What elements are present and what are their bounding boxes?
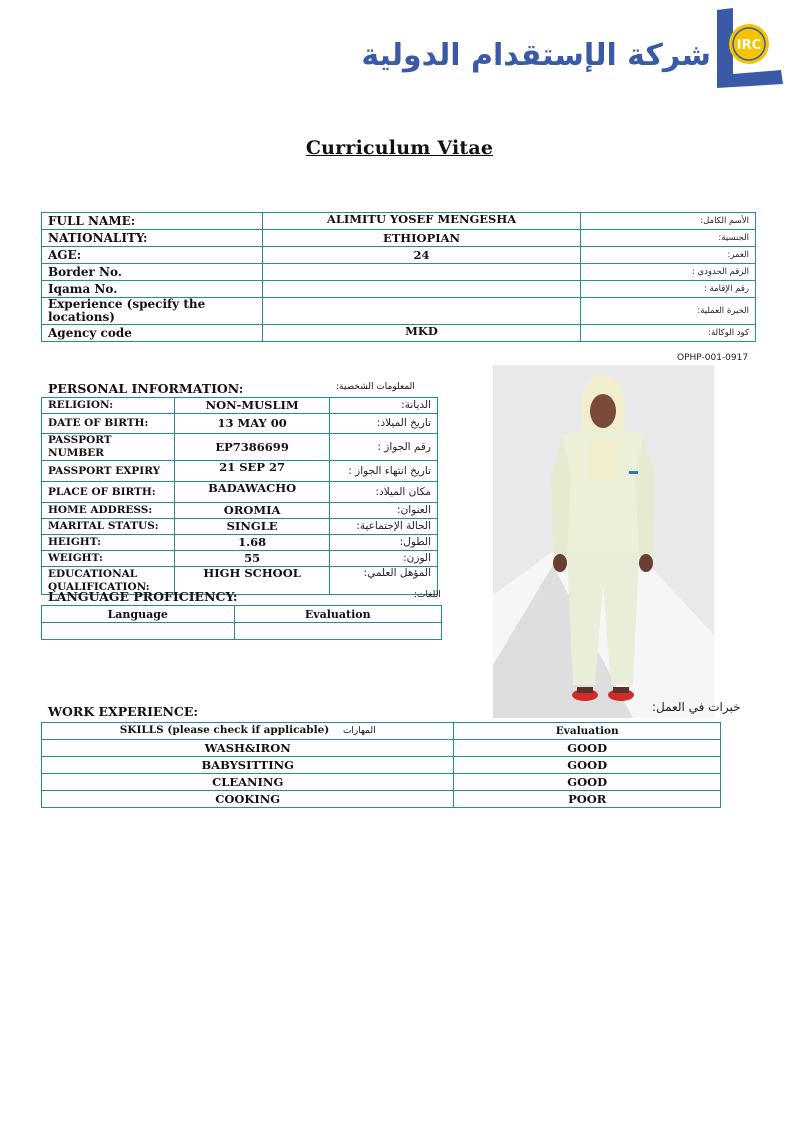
field-label-arabic: العمر: [581,247,756,264]
field-label-arabic: المؤهل العلمي: [330,567,438,595]
personal-info-heading-arabic: المعلومات الشخصية: [336,382,415,392]
field-value [262,281,581,298]
table-row [42,482,438,503]
personal-info-heading: PERSONAL INFORMATION: [48,381,244,396]
field-label-arabic: رقم الإقامة : [581,281,756,298]
field-value: 24 [262,247,581,264]
skill-evaluation: GOOD [454,774,721,791]
basic-info-table [41,212,756,342]
field-label: WEIGHT: [42,551,175,567]
field-value: 13 MAY 00 [174,414,330,434]
skill-name: BABYSITTING [42,757,454,774]
column-header-evaluation: Evaluation [234,606,441,623]
column-header-language: Language [42,606,235,623]
skill-evaluation: GOOD [454,757,721,774]
skill-evaluation: POOR [454,791,721,808]
field-label-arabic: الأسم الكامل: [581,213,756,230]
field-label: HOME ADDRESS: [42,503,175,519]
language-table [41,605,442,640]
logo-mark-text: IRC [736,38,762,53]
field-value: MKD [262,325,581,342]
table-row [42,535,438,551]
field-label: Iqama No. [42,281,263,298]
field-label-arabic: الحالة الإجتماعية: [330,519,438,535]
field-label: EDUCATIONAL QUALIFICATION: [42,567,175,595]
field-label-arabic: مكان الميلاد: [330,482,438,503]
skill-name: CLEANING [42,774,454,791]
document-code: OPHP-001-0917 [677,353,749,363]
field-value: OROMIA [174,503,330,519]
field-value [262,298,581,325]
personal-info-table [41,397,438,595]
skills-table [41,722,721,808]
field-label: Experience (specify the locations) [42,298,263,325]
field-value: EP7386699 [174,434,330,461]
table-row [42,757,721,774]
work-experience-heading: WORK EXPERIENCE: [48,704,198,719]
photo-caption-arabic: خبرات في العمل: [652,700,741,714]
skills-header-label: SKILLS (please check if applicable) [119,724,330,736]
field-label-arabic: الوزن: [330,551,438,567]
language-cell [42,623,235,640]
field-label: PLACE OF BIRTH: [42,482,175,503]
table-row [42,791,721,808]
table-row [42,247,756,264]
table-row [42,264,756,281]
table-row [42,398,438,414]
field-label-arabic: تاريخ انتهاء الجواز : [330,461,438,482]
company-logo [361,8,783,88]
column-header-evaluation: Evaluation [454,723,721,740]
table-row [42,623,442,640]
field-label: Border No. [42,264,263,281]
field-label: FULL NAME: [42,213,263,230]
field-label-arabic: الخبرة العملية: [581,298,756,325]
field-label-arabic: كود الوكالة: [581,325,756,342]
field-value: 55 [174,551,330,567]
irc-logo-mark [711,8,783,88]
field-value: HIGH SCHOOL [174,567,330,595]
field-label-arabic: الجنسية: [581,230,756,247]
candidate-photo-image [493,365,714,718]
field-label: NATIONALITY: [42,230,263,247]
field-label: AGE: [42,247,263,264]
table-row [42,213,756,230]
field-value: 21 SEP 27 [174,461,330,482]
table-row [42,774,721,791]
table-row [42,230,756,247]
table-row [42,551,438,567]
table-row [42,740,721,757]
column-header-skills [42,723,454,740]
skill-name: COOKING [42,791,454,808]
skill-evaluation: GOOD [454,740,721,757]
field-label-arabic: العنوان: [330,503,438,519]
evaluation-cell [234,623,441,640]
field-label-arabic: الديانة: [330,398,438,414]
table-row [42,325,756,342]
language-heading-arabic: اللغات: [414,590,441,600]
table-row [42,519,438,535]
table-row [42,298,756,325]
field-value: ALIMITU YOSEF MENGESHA [262,213,581,230]
field-value: ETHIOPIAN [262,230,581,247]
page-title: Curriculum Vitae [305,137,494,159]
field-label: HEIGHT: [42,535,175,551]
skill-name: WASH&IRON [42,740,454,757]
field-label: PASSPORT EXPIRY [42,461,175,482]
table-row [42,723,721,740]
table-row [42,414,438,434]
field-label: DATE OF BIRTH: [42,414,175,434]
field-value: 1.68 [174,535,330,551]
field-label-arabic: الطول: [330,535,438,551]
field-label-arabic: رقم الجواز : [330,434,438,461]
table-row [42,434,438,461]
table-row [42,461,438,482]
field-value [262,264,581,281]
company-name-arabic: شركة الإستقدام الدولية [361,38,711,73]
field-label-arabic: تاريخ الميلاد: [330,414,438,434]
field-label: RELIGION: [42,398,175,414]
field-label: PASSPORT NUMBER [42,434,175,461]
field-value: BADAWACHO [174,482,330,503]
field-value: NON-MUSLIM [174,398,330,414]
skills-header-arabic: المهارات [342,726,376,736]
table-row [42,281,756,298]
field-label: MARITAL STATUS: [42,519,175,535]
language-heading: LANGUAGE PROFICIENCY: [48,589,238,604]
table-row [42,606,442,623]
field-value: SINGLE [174,519,330,535]
table-row [42,503,438,519]
candidate-photo [493,365,714,718]
field-label-arabic: الرقم الحدودي : [581,264,756,281]
field-label: Agency code [42,325,263,342]
